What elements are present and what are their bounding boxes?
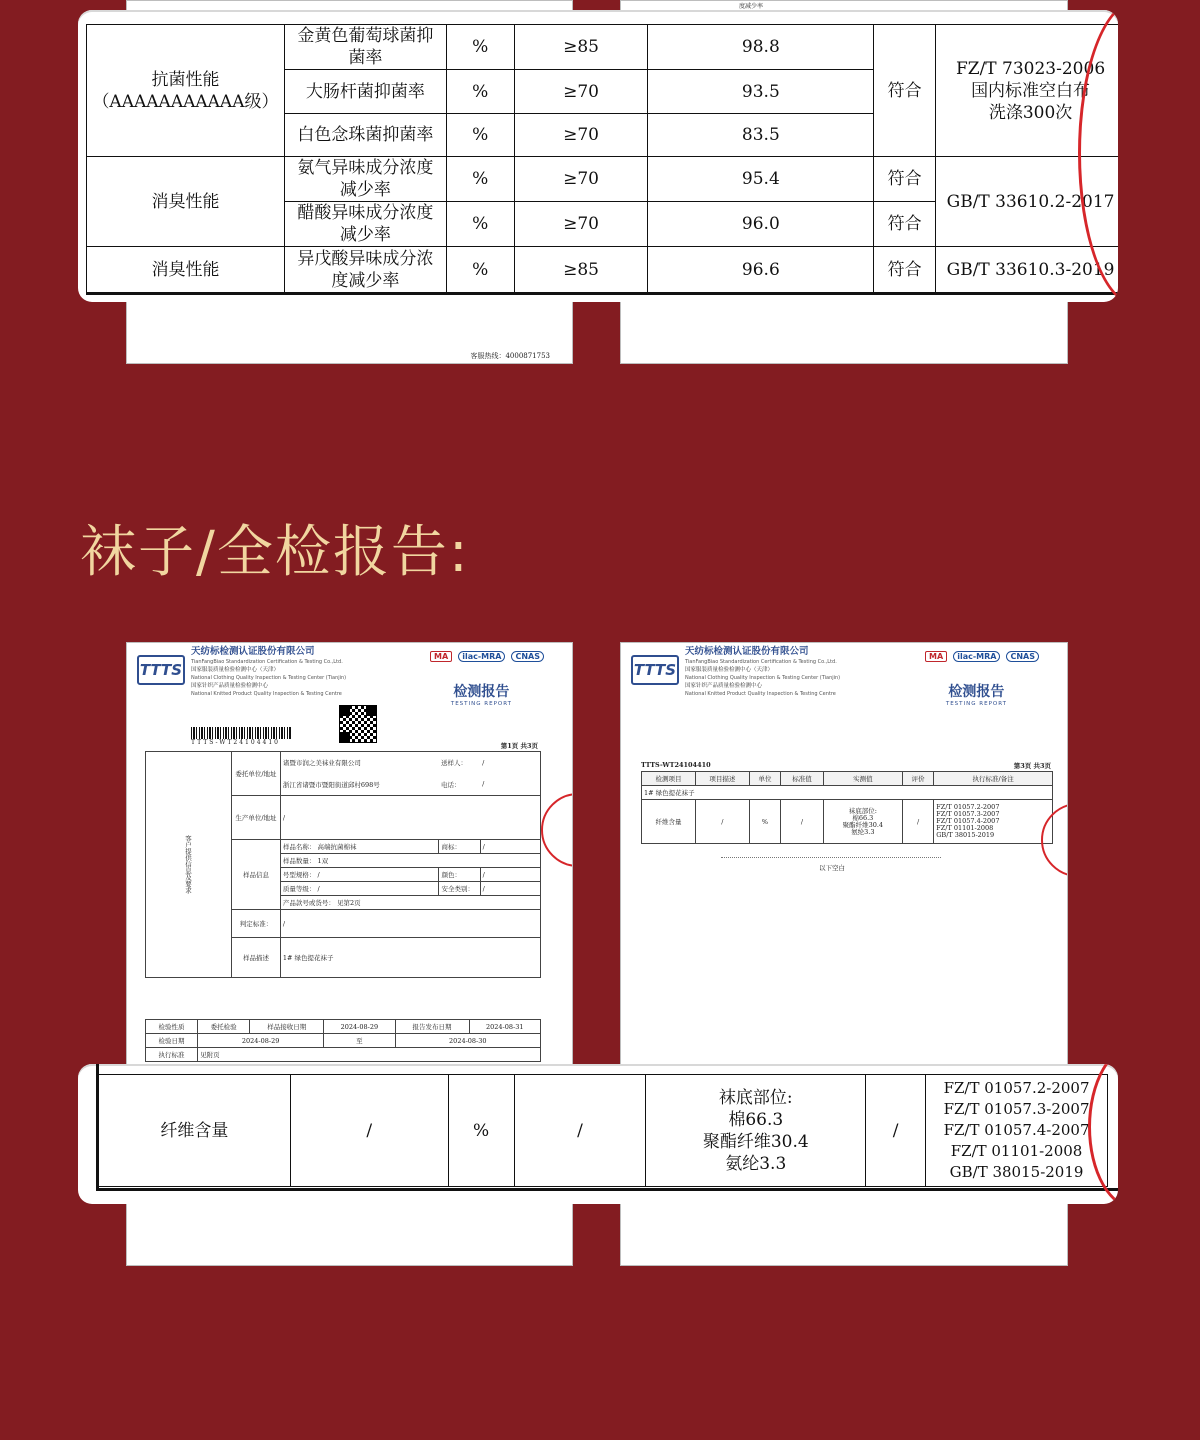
barcode-text: TTTS-WT24104410 — [191, 739, 280, 746]
group-deodorant: 消臭性能 — [87, 157, 285, 247]
client-name: 诸暨市润之美袜业有限公司 — [280, 752, 439, 774]
standard-cell: ≥70 — [514, 202, 648, 247]
col-header: 单位 — [749, 772, 780, 786]
center-name-2: 国家针织产品质量检验检测中心 — [191, 683, 269, 689]
issue-date-value: 2024-08-31 — [469, 1020, 540, 1034]
item-cell: 异戊酸异味成分浓度减少率 — [284, 247, 446, 293]
ttts-logo: TTTS — [631, 655, 679, 685]
end-note: 以下空白 — [819, 864, 845, 872]
method-cell: GB/T 33610.3-2019 — [936, 247, 1118, 293]
verdict-cell: 符合 — [874, 25, 936, 157]
fiber-content-card — [78, 1064, 1118, 1204]
sample-quantity: 样品数量： 1双 — [280, 854, 540, 868]
item-cell: 氨气异味成分浓度减少率 — [284, 157, 446, 202]
item-cell: 醋酸异味成分浓度减少率 — [284, 202, 446, 247]
group-antibacterial: 抗菌性能 （AAAAAAAAAAA级） — [87, 25, 285, 157]
measured-cell: 96.0 — [648, 202, 874, 247]
col-header: 项目描述 — [695, 772, 749, 786]
page-indicator: 第1页 共3页 — [500, 742, 538, 750]
test-date-end: 2024-08-30 — [395, 1034, 540, 1048]
ma-badge: MA — [925, 651, 947, 662]
table-row — [87, 25, 1119, 70]
cnas-badge: CNAS — [1006, 651, 1039, 662]
measured-cell: 96.6 — [648, 247, 874, 293]
unit-cell: % — [446, 157, 514, 202]
table-row — [87, 157, 1119, 202]
receive-date-label: 样品接收日期 — [250, 1020, 324, 1034]
center-name-1: 国家服装质量检验检测中心（天津） — [685, 667, 774, 673]
method-line: GB/T 38015-2019 — [949, 1163, 1084, 1181]
ttts-logo: TTTS — [137, 655, 185, 685]
center-name-1-en: National Clothing Quality Inspection & Testing Center (Tianjin) — [685, 675, 841, 681]
measured-cell: 83.5 — [648, 114, 874, 157]
method-line: FZ/T 01057.4-2007 — [943, 1121, 1090, 1139]
sender-value: / — [480, 752, 540, 774]
standard-cell: ≥85 — [514, 25, 648, 70]
group-deodorant-2: 消臭性能 — [87, 247, 285, 293]
item-cell: 纤维含量 — [99, 1075, 291, 1187]
results-table — [641, 771, 1053, 844]
antibacterial-table — [86, 24, 1118, 293]
receive-date-value: 2024-08-29 — [324, 1020, 395, 1034]
unit-cell: % — [446, 202, 514, 247]
method-line: FZ/T 01057.3-2007 — [943, 1100, 1090, 1118]
ilac-badge: ilac-MRA — [953, 651, 1000, 662]
unit-cell: % — [448, 1075, 514, 1187]
table-bottom-rule — [86, 292, 1118, 295]
unit-cell: % — [446, 114, 514, 157]
antibacterial-table-card — [78, 10, 1118, 302]
std-cell: / — [514, 1075, 646, 1187]
standard-cell: ≥70 — [514, 70, 648, 114]
center-name-1: 国家服装质量检验检测中心（天津） — [191, 667, 280, 673]
cnas-badge: CNAS — [511, 651, 544, 662]
verdict-cell: 符合 — [874, 247, 936, 293]
test-date-label: 检验日期 — [146, 1034, 198, 1048]
eval-cell: / — [866, 1075, 926, 1187]
client-info-table — [145, 751, 541, 978]
measured-line: 聚酯纤维30.4 — [702, 1131, 809, 1152]
sample-desc-label: 样品描述 — [232, 938, 281, 978]
unit-cell: % — [446, 70, 514, 114]
standard-label: 执行标准 — [146, 1048, 198, 1062]
standard-cell: ≥70 — [514, 114, 648, 157]
accreditation-badges — [925, 651, 1039, 662]
barcode — [191, 727, 291, 739]
ma-badge: MA — [430, 651, 452, 662]
org-header — [191, 645, 346, 698]
client-label: 委托单位/地址 — [232, 752, 281, 796]
table-row — [99, 1075, 1108, 1187]
judgment-label: 判定标准： — [232, 910, 281, 938]
report-title-en: TESTING REPORT — [450, 701, 512, 707]
phone-label: 电话： — [439, 774, 480, 796]
center-name-2-en: National Knitted Product Quality Inspection & Testing Centre — [685, 691, 836, 697]
table-row — [87, 247, 1119, 293]
side-label: 客户提供信息及要求 — [146, 752, 232, 978]
report-title-cn: 检测报告 — [453, 684, 510, 700]
center-name-2: 国家针织产品质量检验检测中心 — [685, 683, 763, 689]
unit-cell: % — [446, 25, 514, 70]
table-bottom-rule — [96, 1188, 1118, 1191]
inspection-info-table — [145, 1019, 541, 1062]
col-header: 评价 — [902, 772, 933, 786]
safety-label: 安全类别： — [439, 882, 480, 896]
report-title-cn: 检测报告 — [948, 684, 1005, 700]
desc-cell: / — [290, 1075, 448, 1187]
sample-row: 1# 绿色提花袜子 — [642, 786, 1053, 800]
method-cell: FZ/T 01057.2-2007 FZ/T 01057.3-2007 FZ/T 01057.4-2007 FZ/T 01101-2008 GB/T 38015-2019 — [934, 800, 1053, 844]
section-title: 袜子/全检报告: — [80, 520, 470, 585]
item-cell: 白色念珠菌抑菌率 — [284, 114, 446, 157]
col-header: 标准值 — [781, 772, 824, 786]
unit-cell: % — [446, 247, 514, 293]
color-label: 颜色： — [439, 868, 480, 882]
method-line: FZ/T 01057.2-2007 — [943, 1079, 1090, 1097]
sample-desc-value: 1# 绿色提花袜子 — [280, 938, 540, 978]
report-title — [451, 681, 512, 707]
standard-cell: ≥85 — [514, 247, 648, 293]
method-cell: FZ/T 73023-2006 国内标准空白布 洗涤300次 — [936, 25, 1118, 157]
color-value: / — [480, 868, 540, 882]
org-name: 天纺标检测认证股份有限公司 — [191, 646, 315, 657]
standard-cell: ≥70 — [514, 157, 648, 202]
report-id: TTTS-WT24104410 — [641, 761, 711, 769]
center-name-1-en: National Clothing Quality Inspection & Testing Center (Tianjin) — [191, 675, 347, 681]
red-seal-stamp — [541, 793, 573, 867]
product-style: 产品款号或货号： 见第2页 — [280, 896, 540, 910]
test-date-start: 2024-08-29 — [198, 1034, 324, 1048]
sample-size: 号型规格： / — [280, 868, 439, 882]
page-indicator: 第3页 共3页 — [1013, 762, 1051, 770]
sample-name: 样品名称： 高端抗菌棉袜 — [280, 840, 439, 854]
fiber-content-table — [98, 1074, 1108, 1187]
test-date-to: 至 — [324, 1034, 395, 1048]
org-name: 天纺标检测认证股份有限公司 — [685, 646, 809, 657]
brand-label: 商标： — [439, 840, 480, 854]
sender-label: 送样人： — [439, 752, 480, 774]
verdict-cell: 符合 — [874, 202, 936, 247]
verdict-cell: 符合 — [874, 157, 936, 202]
measured-line: 袜底部位: — [718, 1087, 793, 1108]
inspection-type-value: 委托检验 — [198, 1020, 250, 1034]
inspection-type-label: 检验性质 — [146, 1020, 198, 1034]
eval-cell: / — [902, 800, 933, 844]
col-header: 检测项目 — [642, 772, 696, 786]
standard-value: 见附页 — [198, 1048, 541, 1062]
col-header: 执行标准/备注 — [934, 772, 1053, 786]
report-title-en: TESTING REPORT — [945, 701, 1007, 707]
report-title — [946, 681, 1007, 707]
issue-date-label: 报告发布日期 — [395, 1020, 469, 1034]
accreditation-badges — [430, 651, 544, 662]
measured-cell: 袜底部位: 棉66.3 聚酯纤维30.4 氨纶3.3 — [823, 800, 902, 844]
hotline-text: 客服热线：4000871753 — [470, 352, 550, 360]
measured-line: 氨纶3.3 — [725, 1153, 787, 1174]
item-cell: 纤维含量 — [642, 800, 696, 844]
safety-value: / — [480, 882, 540, 896]
org-name-en: TianFangBiao Standardization Certification & Testing Co.,Ltd. — [191, 659, 343, 665]
desc-cell: / — [695, 800, 749, 844]
brand-value: / — [480, 840, 540, 854]
item-cell: 大肠杆菌抑菌率 — [284, 70, 446, 114]
unit-cell: % — [749, 800, 780, 844]
col-header: 实测值 — [823, 772, 902, 786]
center-name-2-en: National Knitted Product Quality Inspection & Testing Centre — [191, 691, 342, 697]
measured-line: 棉66.3 — [728, 1109, 784, 1130]
method-cell — [926, 1075, 1108, 1187]
judgment-value: / — [280, 910, 540, 938]
producer-value: / — [280, 796, 540, 840]
client-address: 浙江省诸暨市暨阳街道邱村698号 — [280, 774, 439, 796]
sample-info-label: 样品信息 — [232, 840, 281, 910]
producer-label: 生产单位/地址 — [232, 796, 281, 840]
measured-cell: 95.4 — [648, 157, 874, 202]
std-cell: / — [781, 800, 824, 844]
quality-grade: 质量等级： / — [280, 882, 439, 896]
item-cell: 金黄色葡萄球菌抑菌率 — [284, 25, 446, 70]
method-line: FZ/T 01101-2008 — [950, 1142, 1083, 1160]
measured-cell — [646, 1075, 866, 1187]
measured-cell: 98.8 — [648, 25, 874, 70]
org-header — [685, 645, 840, 698]
org-name-en: TianFangBiao Standardization Certification & Testing Co.,Ltd. — [685, 659, 837, 665]
qr-code — [339, 705, 377, 743]
measured-cell: 93.5 — [648, 70, 874, 114]
ilac-badge: ilac-MRA — [458, 651, 505, 662]
phone-value: / — [480, 774, 540, 796]
partial-row-text: 度减少率 — [739, 3, 764, 10]
method-cell: GB/T 33610.2-2017 — [936, 157, 1118, 247]
dotted-divider — [721, 857, 941, 858]
